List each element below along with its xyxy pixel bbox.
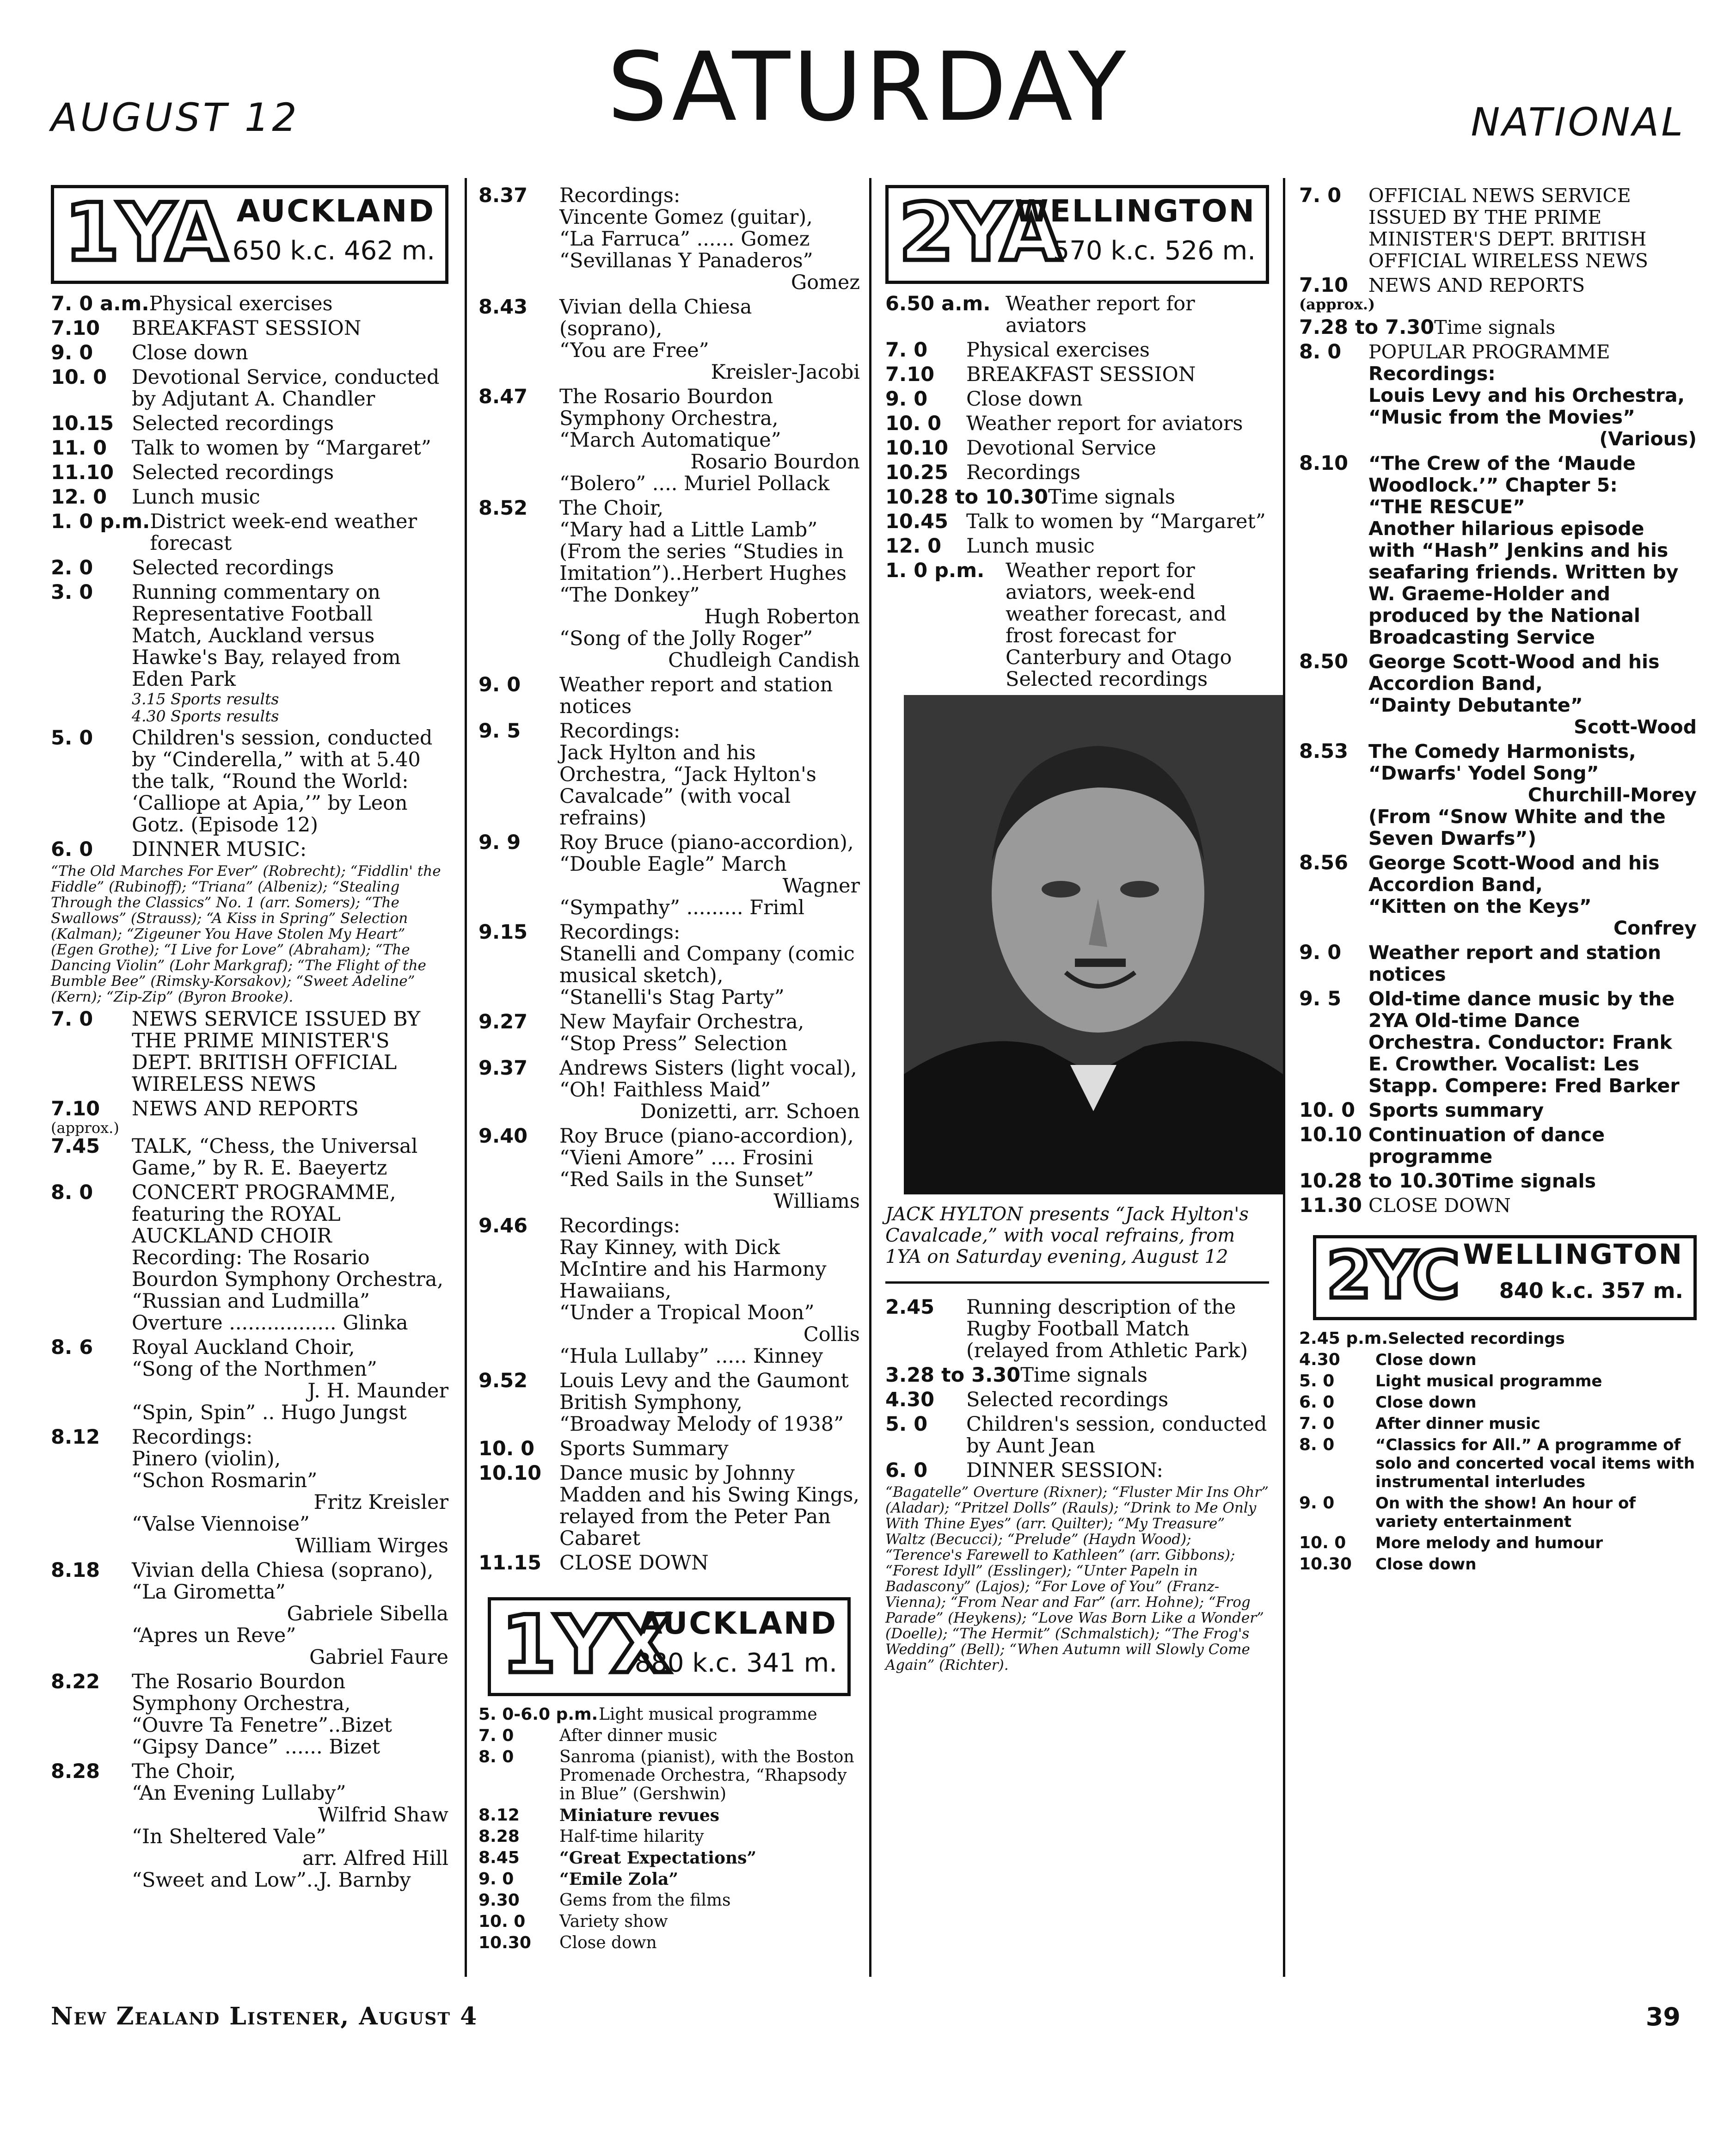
list-item: 11. 0 Talk to women by “Margaret” bbox=[51, 437, 431, 460]
list-item: 9.37 Andrews Sisters (light vocal), “Oh! Faithless Maid” Donizetti, arr. Schoen bbox=[478, 1057, 860, 1123]
list-item: 7.10 BREAKFAST SESSION bbox=[885, 363, 1196, 386]
station-call-sign: 1YA bbox=[64, 186, 226, 279]
list-item: 10.45 Talk to women by “Margaret” bbox=[885, 510, 1266, 533]
list-item: 9. 0 Weather report and station notices bbox=[1299, 941, 1662, 985]
page-date: AUGUST 12 bbox=[51, 95, 300, 140]
list-item: 9. 5 Recordings: Jack Hylton and his Orchestra, “Jack Hylton's Cavalcade” (with vocal refrains) bbox=[478, 720, 816, 830]
list-item: 7. 0 Physical exercises bbox=[885, 338, 1150, 362]
list-item: 10. 0 Variety show bbox=[478, 1912, 668, 1931]
list-item: 8.50 George Scott-Wood and his Accordion Band, “Dainty Debutante” Scott-Wood bbox=[1299, 650, 1697, 738]
dinner-music-list: “The Old Marches For Ever” (Robrecht); “Fiddlin' the Fiddle” (Rubinoff); “Triana” (Albeniz); “Stealing Through the Classics” No. 1 (arr. Somers); “The Swallows” (Strauss); “A Kiss in Spring” Selection (Kalman); “Zigeuner You Have Stolen My Heart” (Egen Grothe); “I Live for Love” (Abraham); “The Dancing Violin” (Lohr Markgraf); “The Flight of the Bumble Bee” (Rimsky-Korsakov); “Sweet Adeline” (Kern); “Zip-Zip” (Byron Brooke). bbox=[51, 863, 441, 1005]
list-item: 8.47 The Rosario Bourdon Symphony Orchestra, “March Automatique” Rosario Bourdon “Bolero” .... Muriel Pollack bbox=[478, 385, 860, 495]
station-frequency: 840 k.c. 357 m. bbox=[1499, 1278, 1683, 1303]
list-item: 2.45 p.m. Selected recordings bbox=[1299, 1329, 1565, 1348]
list-item: 8. 0 CONCERT PROGRAMME, featuring the ROYAL AUCKLAND CHOIR Recording: The Rosario Bourdon Symphony Orchestra, “Russian and Ludmilla” Overture ................. Glinka bbox=[51, 1181, 444, 1335]
list-item: 7. 0 a.m. Physical exercises bbox=[51, 292, 333, 315]
station-box-2ya bbox=[885, 185, 1269, 284]
portrait-image bbox=[904, 695, 1283, 1194]
list-item: 1. 0 p.m. District week-end weather forecast bbox=[51, 510, 417, 555]
list-item: 8.28 The Choir, “An Evening Lullaby” Wilfrid Shaw “In Sheltered Vale” arr. Alfred Hill “Sweet and Low”..J. Barnby bbox=[51, 1760, 448, 1892]
list-item: 8.12 Recordings: Pinero (violin), “Schon Rosmarin” Fritz Kreisler “Valse Viennoise” William Wirges bbox=[51, 1426, 448, 1557]
list-item: 7.10 NEWS AND REPORTS bbox=[51, 1097, 359, 1120]
page-number: 39 bbox=[1645, 2002, 1681, 2031]
list-item: 10.30 Close down bbox=[478, 1933, 657, 1952]
list-item: 11.30 CLOSE DOWN bbox=[1299, 1194, 1511, 1217]
list-item: 8. 0 “Classics for All.” A programme of solo and concerted vocal items with instrumental interludes bbox=[1299, 1435, 1695, 1491]
list-item: 9.30 Gems from the films bbox=[478, 1891, 731, 1910]
publication-footer: New Zealand Listener, August 4 bbox=[51, 2002, 478, 2030]
list-item: 7. 0 After dinner music bbox=[478, 1726, 718, 1745]
list-item: 12. 0 Lunch music bbox=[51, 486, 260, 509]
list-item: 8.45 “Great Expectations” bbox=[478, 1848, 757, 1868]
list-item: 7.10 NEWS AND REPORTS bbox=[1299, 274, 1585, 297]
list-item: 9. 5 Old-time dance music by the 2YA Old-time Dance Orchestra. Conductor: Frank E. Crowther. Vocalist: Les Stapp. Compere: Fred Barker bbox=[1299, 987, 1680, 1097]
list-item: 10.30 Close down bbox=[1299, 1555, 1477, 1574]
list-item: 1. 0 p.m. Weather report for aviators, week-end weather forecast, and frost forecast for Canterbury and Otago Selected recordings bbox=[885, 559, 1232, 691]
list-item: 8.18 Vivian della Chiesa (soprano), “La Girometta” Gabriele Sibella “Apres un Reve” Gabriel Faure bbox=[51, 1559, 448, 1669]
divider bbox=[885, 1281, 1269, 1284]
dinner-session-list: “Bagatelle” Overture (Rixner); “Fluster Mir Ins Ohr” (Aladar); “Pritzel Dolls” (Rauls); “Drink to Me Only With Thine Eyes” (arr. Quilter); “My Treasure” Waltz (Becucci); “Prelude” (Haydn Wood); “Terence's Farewell to Kathleen” (arr. Gibbons); “Forest Idyll” (Esslinger); “Unter Papeln in Badascony” (Lajos); “For Love of You” (Franz-Vienna); “From Near and Far” (arr. Hohne); “Frog Parade” (Heykens); “Love Was Born Like a Wonder” (Doelle); “The Hermit” (Schmalstich); “The Frog's Wedding” (Bell); “When Autumn will Slowly Come Again” (Richter). bbox=[885, 1484, 1269, 1673]
list-item: 4.30 Selected recordings bbox=[885, 1388, 1169, 1411]
station-box-2yc bbox=[1313, 1235, 1697, 1320]
list-item: 2. 0 Selected recordings bbox=[51, 556, 334, 579]
column-rule bbox=[869, 178, 871, 1977]
list-item: 5. 0 Children's session, conducted by Aunt Jean bbox=[885, 1413, 1267, 1458]
list-item: 5. 0 Light musical programme bbox=[1299, 1372, 1602, 1390]
column-rule bbox=[1283, 178, 1285, 1977]
list-item: 9. 0 Weather report and station notices bbox=[478, 673, 833, 718]
list-item: 12. 0 Lunch music bbox=[885, 535, 1095, 558]
list-item: 8.28 Half-time hilarity bbox=[478, 1827, 704, 1846]
list-item: 9. 0 Close down bbox=[885, 388, 1083, 411]
list-item: 8.43 Vivian della Chiesa (soprano), “You are Free” Kreisler-Jacobi bbox=[478, 295, 860, 384]
list-item: 8.53 The Comedy Harmonists, “Dwarfs' Yodel Song” Churchill-Morey (From “Snow White and the Seven Dwarfs”) bbox=[1299, 740, 1697, 849]
list-item: 10. 0 Devotional Service, conducted by Adjutant A. Chandler bbox=[51, 366, 440, 411]
station-city: AUCKLAND bbox=[638, 1606, 837, 1641]
list-item: 9.46 Recordings: Ray Kinney, with Dick McIntire and his Harmony Hawaiians, “Under a Tropical Moon” Collis “Hula Lullaby” ..... Kinney bbox=[478, 1214, 860, 1368]
column-rule bbox=[465, 178, 467, 1977]
list-item: 3.28 to 3.30 Time signals bbox=[885, 1364, 1148, 1387]
list-item: 10. 0 More melody and humour bbox=[1299, 1533, 1603, 1552]
list-item: 10.10 Dance music by Johnny Madden and his Swing Kings, relayed from the Peter Pan Cabaret bbox=[478, 1462, 859, 1550]
list-item: 10.28 to 10.30 Time signals bbox=[885, 486, 1175, 509]
station-city: AUCKLAND bbox=[236, 193, 435, 229]
list-item: 9.27 New Mayfair Orchestra, “Stop Press” Selection bbox=[478, 1010, 804, 1055]
list-item: 7.45 TALK, “Chess, the Universal Game,” by R. E. Baeyertz bbox=[51, 1135, 418, 1180]
list-item: 9. 0 Close down bbox=[51, 341, 248, 364]
list-item: 9.52 Louis Levy and the Gaumont British Symphony, “Broadway Melody of 1938” bbox=[478, 1369, 849, 1436]
list-item: 10. 0 Weather report for aviators bbox=[885, 412, 1243, 435]
list-item: 8.52 The Choir, “Mary had a Little Lamb” (From the series “Studies in Imitation”)..Herbert Hughes “The Donkey” Hugh Roberton “Song of the Jolly Roger” Chudleigh Candish bbox=[478, 497, 860, 672]
page-day-title: SATURDAY bbox=[607, 32, 1129, 142]
list-item: 8.22 The Rosario Bourdon Symphony Orchestra, “Ouvre Ta Fenetre”..Bizet “Gipsy Dance” ...... Bizet bbox=[51, 1670, 392, 1759]
list-item: 4.30 Close down bbox=[1299, 1350, 1477, 1369]
list-item: 3. 0 Running commentary on Representative Football Match, Auckland versus Hawke's Bay, relayed from Eden Park 3.15 Sports results 4.30 Sports results bbox=[51, 581, 401, 725]
column-1ya bbox=[51, 185, 448, 1894]
station-frequency: 570 k.c. 526 m. bbox=[1053, 236, 1256, 266]
list-item: 7.28 to 7.30 Time signals bbox=[1299, 316, 1556, 339]
jack-hylton-photo bbox=[904, 695, 1283, 1194]
list-item: 9.40 Roy Bruce (piano-accordion), “Vieni Amore” .... Frosini “Red Sails in the Sunset” Williams bbox=[478, 1125, 860, 1213]
list-item: 9. 0 On with the show! An hour of variety entertainment bbox=[1299, 1494, 1636, 1531]
list-item: 8. 6 Royal Auckland Choir, “Song of the Northmen” J. H. Maunder “Spin, Spin” .. Hugo Jungst bbox=[51, 1336, 448, 1424]
station-city: WELLINGTON bbox=[1463, 1238, 1683, 1271]
station-call-sign: 2YA bbox=[899, 186, 1060, 279]
column-2ya-continued bbox=[1299, 185, 1697, 1576]
list-item: 10. 0 Sports summary bbox=[1299, 1099, 1544, 1122]
station-box-1ya bbox=[51, 185, 448, 284]
column-2ya bbox=[885, 185, 1269, 1673]
list-item: 6. 0 Close down bbox=[1299, 1393, 1477, 1412]
station-call-sign: 1YX bbox=[501, 1598, 670, 1691]
list-item: 6. 0 DINNER MUSIC: bbox=[51, 838, 307, 861]
list-item: 7. 0 OFFICIAL NEWS SERVICE ISSUED BY THE PRIME MINISTER'S DEPT. BRITISH OFFICIAL WIRELESS NEWS bbox=[1299, 184, 1648, 272]
list-item: 9. 9 Roy Bruce (piano-accordion), “Double Eagle” March Wagner “Sympathy” ......... Friml bbox=[478, 831, 860, 919]
list-item: 10.10 Continuation of dance programme bbox=[1299, 1123, 1605, 1168]
list-item: 8.10 “The Crew of the ‘Maude Woodlock.’” Chapter 5: “THE RESCUE” Another hilarious episode with “Hash” Jenkins and his seafaring friends. Written by W. Graeme-Holder and produced by the National Broadcasting Service bbox=[1299, 452, 1679, 648]
station-city: WELLINGTON bbox=[1014, 193, 1256, 229]
list-item: 10.10 Devotional Service bbox=[885, 437, 1156, 460]
list-item: 11.15 CLOSE DOWN bbox=[478, 1551, 709, 1575]
list-item: 9.15 Recordings: Stanelli and Company (comic musical sketch), “Stanelli's Stag Party” bbox=[478, 921, 855, 1009]
list-item: 7. 0 NEWS SERVICE ISSUED BY THE PRIME MINISTER'S DEPT. BRITISH OFFICIAL WIRELESS NEWS bbox=[51, 1008, 421, 1096]
list-item: 8.56 George Scott-Wood and his Accordion Band, “Kitten on the Keys” Confrey bbox=[1299, 851, 1697, 939]
station-call-sign: 2YC bbox=[1326, 1238, 1458, 1313]
list-item: 8.37 Recordings: Vincente Gomez (guitar), “La Farruca” ...... Gomez “Sevillanas Y Panaderos” Gomez bbox=[478, 184, 860, 294]
list-item: 8.12 Miniature revues bbox=[478, 1806, 720, 1825]
list-item: 8. 0 POPULAR PROGRAMME Recordings: Louis Levy and his Orchestra, “Music from the Movies” (Various) bbox=[1299, 340, 1697, 450]
station-box-1yx bbox=[488, 1597, 851, 1696]
network-label: NATIONAL bbox=[1471, 99, 1685, 145]
list-item: 9. 0 “Emile Zola” bbox=[478, 1870, 679, 1889]
list-item: 7.10 BREAKFAST SESSION bbox=[51, 317, 362, 340]
photo-caption: JACK HYLTON presents “Jack Hylton's Cavalcade,” with vocal refrains, from 1YA on Saturday evening, August 12 bbox=[885, 1204, 1249, 1267]
list-item: 5. 0 Children's session, conducted by “Cinderella,” with at 5.40 the talk, “Round the World: ‘Calliope at Apia,’” by Leon Gotz. (Episode 12) bbox=[51, 726, 433, 837]
list-item: 6.50 a.m. Weather report for aviators bbox=[885, 292, 1195, 337]
list-item: 7. 0 After dinner music bbox=[1299, 1414, 1540, 1433]
list-item: 10.28 to 10.30 Time signals bbox=[1299, 1169, 1596, 1193]
list-item: 2.45 Running description of the Rugby Football Match (relayed from Athletic Park) bbox=[885, 1296, 1248, 1362]
station-frequency: 880 k.c. 341 m. bbox=[634, 1648, 837, 1678]
list-item: 5. 0-6.0 p.m. Light musical programme bbox=[478, 1705, 817, 1724]
list-item: 11.10 Selected recordings bbox=[51, 461, 334, 484]
list-item: 10. 0 Sports Summary bbox=[478, 1437, 729, 1460]
approx-note: (approx.) bbox=[51, 1119, 119, 1137]
column-1ya-continued bbox=[478, 185, 860, 1955]
list-item: 10.15 Selected recordings bbox=[51, 412, 334, 435]
list-item: 8. 0 Sanroma (pianist), with the Boston Promenade Orchestra, “Rhapsody in Blue” (Gershwin) bbox=[478, 1747, 854, 1803]
approx-note: (approx.) bbox=[1299, 295, 1375, 313]
list-item: 6. 0 DINNER SESSION: bbox=[885, 1459, 1163, 1482]
station-frequency: 650 k.c. 462 m. bbox=[232, 236, 435, 266]
list-item: 10.25 Recordings bbox=[885, 461, 1080, 484]
